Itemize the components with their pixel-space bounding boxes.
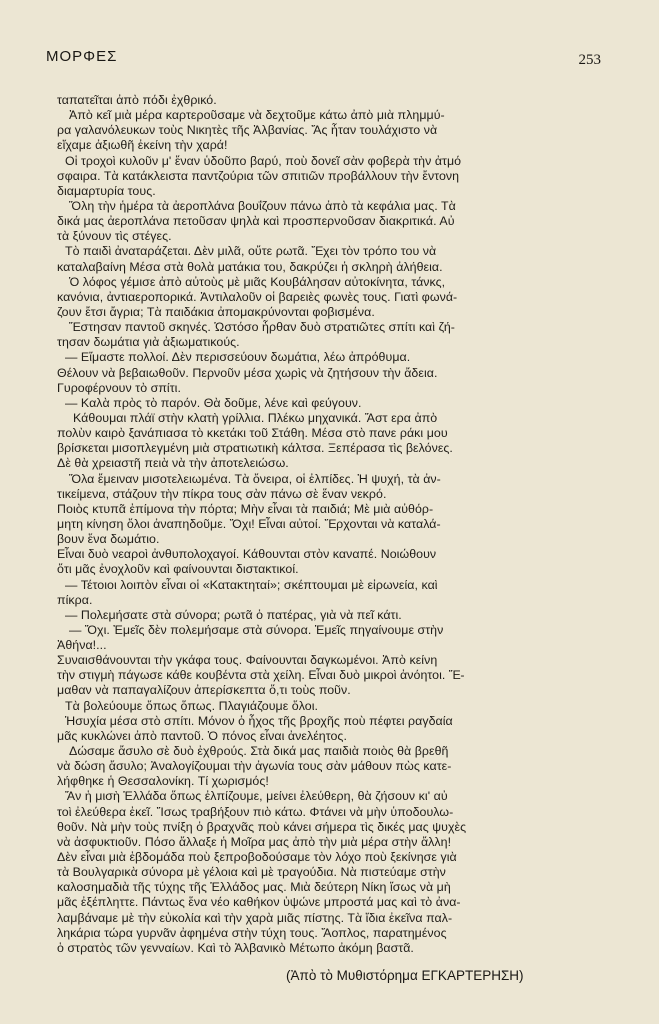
text-line: Ὅλη τὴν ἡμέρα τὰ ἀεροπλάνα βουΐζουν πάνω ἀπὸ τὰ κεφάλια μας. Τὰ <box>69 198 456 213</box>
page-header <box>46 48 601 72</box>
text-line: θοῦν. Νὰ μὴν τοὺς πνίξη ὁ βραχνᾶς ποὺ κάνει σήμερα τὶς δικές μας ψυχὲς <box>57 819 467 834</box>
text-line: μᾶς κυκλώνει ἀπὸ παντοῦ. Ὁ πόνος εἶναι ἀνελέητος. <box>57 728 347 743</box>
text-line: κανόνια, ἀντιαεροπορικά. Ἀντιλαλοῦν οἱ βαρειὲς φωνὲς τους. Γιατὶ φωνά- <box>57 289 458 304</box>
text-line: μᾶς ἐξέπληττε. Πάντως ἕνα νέο καθήκον ὑψώνε μπροστά μας καὶ τὸ ἀνα- <box>57 895 461 910</box>
text-line: πίκρα. <box>57 592 93 607</box>
text-line: τοὶ ἐλεύθερα ἐκεῖ. Ἴσως τραβήξουν πιὸ κάτω. Φτάνει νὰ μὴν ὑποδουλω- <box>57 804 454 819</box>
text-line: Εἶναι δυὸ νεαροὶ ἀνθυπολοχαγοί. Κάθουνται στὸν καναπέ. Νοιώθουν <box>57 547 437 562</box>
text-line: δικά μας ἀεροπλάνα πετοῦσαν ψηλὰ καὶ προσπερνοῦσαν διακριτικά. Αὐ <box>57 214 455 229</box>
text-line: Δὲ θὰ χρειαστῆ πειὰ νὰ τὴν ἀποτελειώσω. <box>57 456 289 471</box>
text-line: Δὲν εἶναι μιὰ ἑβδομάδα ποὺ ξεπροβοδούσαμε τὸν λόχο ποὺ ξεκίνησε γιὰ <box>57 850 457 865</box>
text-line: Συναισθάνουνται τὴν γκάφα τους. Φαίνουνται δαγκωμένοι. Ἀπὸ κείνη <box>57 653 438 668</box>
text-line: Ἄν ἡ μισὴ Ἑλλάδα ὅπως ἐλπίζουμε, μείνει ἐλεύθερη, θὰ ζήσουν κι' αὐ <box>65 789 448 804</box>
text-line: λαμβάναμε μὲ τὴν εὐκολία καὶ τὴν χαρὰ μιᾶς πίστης. Τὰ ἴδια ἐκεῖνα παλ- <box>57 910 453 925</box>
text-line: Δώσαμε ἄσυλο σὲ δυὸ ἐχθρούς. Στὰ δικά μας παιδιὰ ποιὸς θὰ βρεθῆ <box>69 744 449 759</box>
text-line: Ὁ λόφος γέμισε ἀπὸ αὐτοὺς μὲ μιᾶς Κουβάλησαν αὐτοκίνητα, τάνκς, <box>69 274 446 289</box>
text-line: καλοσημαδιὰ τῆς τύχης τῆς Ἑλλάδος μας. Μιὰ δεύτερη Νίκη ἴσως νὰ μὴ <box>57 880 451 895</box>
text-line: Ἔστησαν παντοῦ σκηνές. Ὡστόσο ἦρθαν δυὸ στρατιῶτες σπίτι καὶ ζή- <box>69 320 455 335</box>
text-line: νὰ δώση ἄσυλο; Ἀναλογίζουμαι τὴν ἀγωνία τους σὰν μάθουν πὼς κατε- <box>57 759 452 774</box>
text-line: Κάθουμαι πλάϊ στὴν κλατὴ γρίλλια. Πλέκω μηχανικά. Ἄστ ερα ἀπὸ <box>73 410 438 425</box>
text-line: μαθαν νὰ παπαγαλίζουν ἀπερίσκεπτα ὅ,τι τοὺς ποῦν. <box>57 683 351 698</box>
text-line: Γυροφέρνουν τὸ σπίτι. <box>57 380 181 395</box>
text-line: πολὺν καιρὸ ξανάπιασα τὸ κκετάκι τοῦ Στάθη. Μέσα στὸ πανε ράκι μου <box>57 426 448 441</box>
text-line: Θέλουν νὰ βεβαιωθοῦν. Περνοῦν μέσα χωρὶς νὰ ζητήσουν τὴν ἄδεια. <box>57 365 438 380</box>
text-line: τὴν στιγμὴ πάγωσε κάθε κουβέντα στὰ χείλη. Εἶναι δυὸ μικροὶ ἀνόητοι. Ἔ- <box>57 668 465 683</box>
text-line: — Πολεμήσατε στὰ σύνορα; ρωτᾶ ὁ πατέρας, γιὰ νὰ πεῖ κάτι. <box>65 607 402 622</box>
text-line: τησαν δωμάτια γιὰ ἀξιωματικούς. <box>57 335 240 350</box>
text-line: νὰ ἀσφυκτιοῦν. Πόσο ἄλλαξε ἡ Μοῖρα μας ἀπὸ τὴν μιὰ μέρα στὴν ἄλλη! <box>57 834 452 849</box>
text-line: — Εἴμαστε πολλοί. Δὲν περισσεύουν δωμάτια, λέω ἀπρόθυμα. <box>65 350 411 365</box>
text-line: — Ὄχι. Ἐμεῖς δὲν πολεμήσαμε στὰ σύνορα. Ἐμεῖς πηγαίνουμε στὴν <box>69 622 444 637</box>
text-line: Ἀθήνα!... <box>57 638 107 653</box>
text-line: ταπατεῖται ἀπὸ πόδι ἐχθρικό. <box>57 93 217 107</box>
text-line: ληκάρια τώρα γυρνᾶν ἀφημένα στὴν τύχη τους. Ἄοπλος, παρατημένος <box>57 925 447 940</box>
text-line: λήφθηκε ἡ Θεσσαλονίκη. Τί χωρισμός! <box>57 774 269 789</box>
page-number: 253 <box>578 52 601 68</box>
text-line: καταλαβαίνη Μέσα στὰ θολὰ ματάκια του, δακρύζει ἡ σκληρὴ ἀλήθεια. <box>57 259 443 274</box>
journal-title: ΜΟΡΦΕΣ <box>46 48 118 65</box>
text-line: Τὸ παιδὶ ἀναταράζεται. Δὲν μιλᾶ, οὔτε ρωτᾶ. Ἔχει τὸν τρόπο του νὰ <box>65 244 437 259</box>
text-line: ζουν ἔτσι ἄγρια; Τὰ παιδάκια ἀπομακρύνονται φοβισμένα. <box>57 304 375 319</box>
text-line: Ἡσυχία μέσα στὸ σπίτι. Μόνον ὁ ἦχος τῆς βροχῆς ποὺ πέφτει ραγδαία <box>65 713 453 728</box>
text-line: Τὰ βολεύουμε ὅπως ὅπως. Πλαγιάζουμε ὅλοι. <box>65 698 319 713</box>
text-line: τὰ Βουλγαρικὰ σύνορα μὲ γέλοια καὶ μὲ τραγούδια. Νὰ πιστεύαμε στὴν <box>57 865 446 880</box>
text-line: Οἱ τροχοὶ κυλοῦν μ' ἕναν ὑδοῦπο βαρύ, ποὺ δονεῖ σὰν φοβερὰ τὴν ἀτμό <box>65 153 462 168</box>
text-line: Ἀπὸ κεῖ μιὰ μέρα καρτεροῦσαμε νὰ δεχτοῦμε κάτω ἀπὸ μιὰ πλημμύ- <box>69 108 445 123</box>
text-line: εἴχαμε ἀξιωθῆ ἐκείνη τὴν χαρά! <box>57 138 228 153</box>
text-line: τὰ ξύνουν τὶς στέγες. <box>57 229 172 244</box>
text-line: βουν ἕνα δωμάτιο. <box>57 532 160 547</box>
text-line: ὁ στρατὸς τῶν γενναίων. Καὶ τὸ Ἀλβανικὸ Μέτωπο ἀκόμη βαστᾶ. <box>57 940 414 955</box>
source-note: (Ἀπὸ τὸ Μυθιστόρημα ΕΓΚΑΡΤΕΡΗΣΗ) <box>286 968 524 983</box>
article-body <box>57 93 613 956</box>
text-line: μητη κίνηση ὅλοι ἀναπηδοῦμε. Ὄχι! Εἶναι αὐτοί. Ἔρχονται νὰ καταλά- <box>57 516 441 531</box>
text-line: ὅτι μᾶς ἐνοχλοῦν καὶ φαίνουνται διστακτικοί. <box>57 562 299 577</box>
text-line: Ὅλα ἔμειναν μισοτελειωμένα. Τὰ ὄνειρα, οἱ ἐλπίδες. Ἡ ψυχή, τὰ ἀν- <box>69 471 441 486</box>
text-line: ρα γαλανόλευκων τοὺς Νικητὲς τῆς Ἀλβανίας. Ἄς ἦταν τουλάχιστο νὰ <box>57 123 438 138</box>
text-line: — Τέτοιοι λοιπὸν εἶναι οἱ «Κατακτηταί»; σκέπτουμαι μὲ εἰρωνεία, καὶ <box>65 577 438 592</box>
text-line: βρίσκεται μισοπλεγμένη μιὰ στρατιωτικὴ κάλτσα. Ξεπέρασα τὶς βελόνες. <box>57 441 453 456</box>
text-line: σφαιρα. Τὰ κατάκλειστα παντζούρια τῶν σπιτιῶν προβάλλουν τὴν ἔντονη <box>57 168 460 183</box>
text-line: Ποιὸς κτυπᾶ ἐπίμονα τὴν πόρτα; Μὴν εἶναι τὰ παιδιά; Μὲ μιὰ αὐθόρ- <box>57 501 434 516</box>
text-line: διαμαρτυρία τους. <box>57 183 156 198</box>
text-line: — Καλὰ πρὸς τὸ παρόν. Θὰ δοῦμε, λένε καὶ φεύγουν. <box>65 395 362 410</box>
text-line: τικείμενα, στάζουν τὴν πίκρα τους σὰν πάνω σὲ ἕναν νεκρό. <box>57 486 387 501</box>
